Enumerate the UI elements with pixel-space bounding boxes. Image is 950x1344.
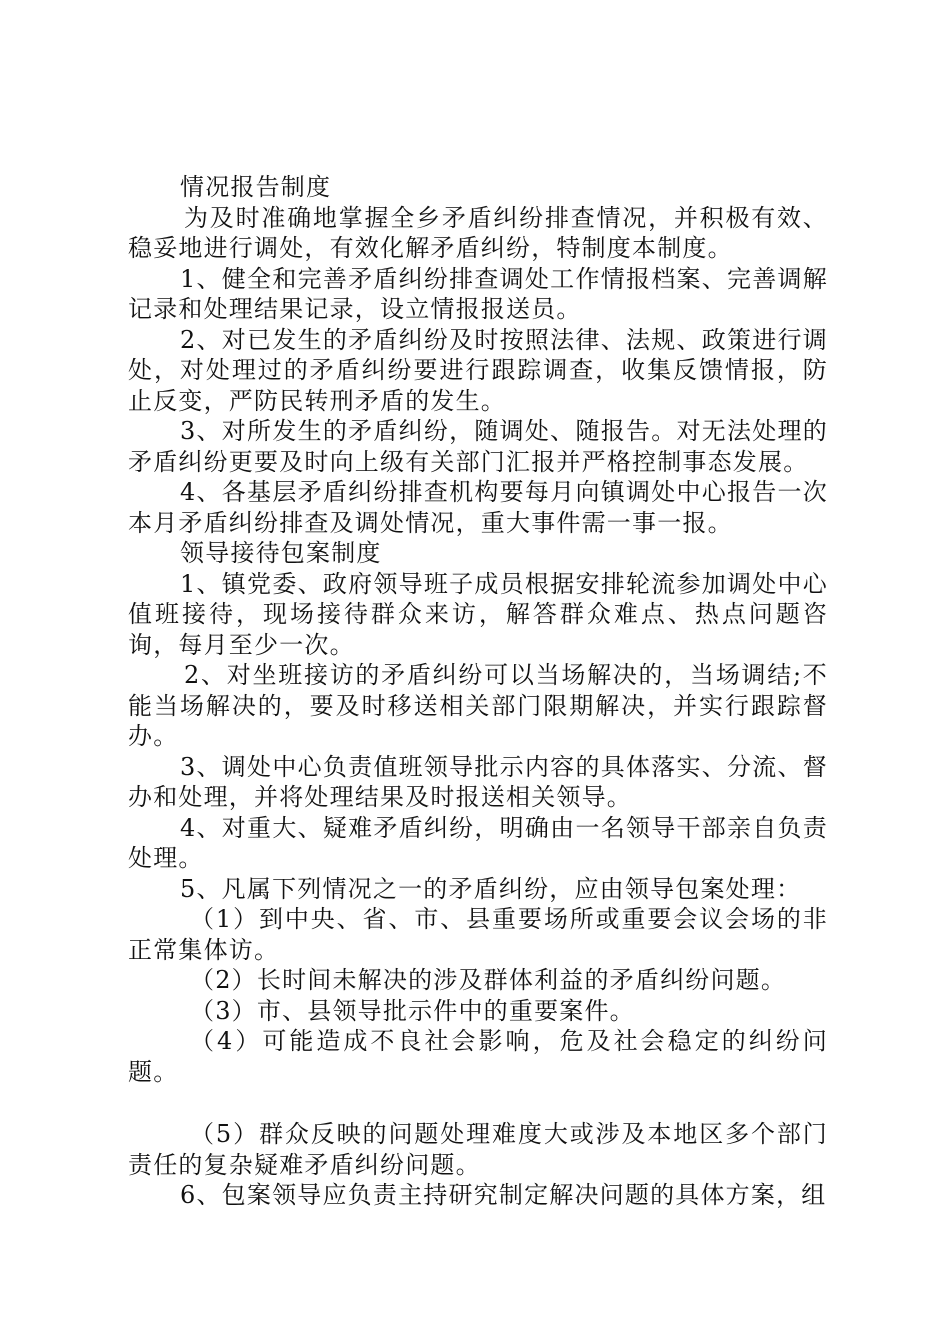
paragraph-subitem-3: （3）市、县领导批示件中的重要案件。 <box>190 996 635 1025</box>
paragraph-reception-item-4: 4、对重大、疑难矛盾纠纷，明确由一名领导干部亲自负责处理。 <box>128 813 828 872</box>
paragraph-report-item-3: 3、对所发生的矛盾纠纷，随调处、随报告。对无法处理的矛盾纠纷更要及时向上级有关部门汇报并严格控制事态发展。 <box>128 417 828 476</box>
paragraph-subitem-4: （4）可能造成不良社会影响，危及社会稳定的纠纷问题。 <box>128 1027 828 1086</box>
paragraph-reception-item-1: 1、镇党委、政府领导班子成员根据安排轮流参加调处中心值班接待，现场接待群众来访，解答群众难点、热点问题咨询，每月至少一次。 <box>128 569 828 659</box>
paragraph-subitem-2: （2）长时间未解决的涉及群体利益的矛盾纠纷问题。 <box>190 966 787 994</box>
section-heading-report: 情况报告制度 <box>180 173 332 201</box>
document-body <box>128 172 828 1211</box>
blank-line <box>128 1087 828 1119</box>
paragraph-subitem-1: （1）到中央、省、市、县重要场所或重要会议会场的非正常集体访。 <box>128 905 828 964</box>
paragraph-intro: 为及时准确地掌握全乡矛盾纠纷排查情况，并积极有效、稳妥地进行调处，有效化解矛盾纠纷，特制度本制度。 <box>128 203 828 262</box>
paragraph-reception-item-2: 2、对坐班接访的矛盾纠纷可以当场解决的，当场调结;不能当场解决的，要及时移送相关部门限期解决，并实行跟踪督办。 <box>128 661 828 750</box>
paragraph-report-item-4: 4、各基层矛盾纠纷排查机构要每月向镇调处中心报告一次本月矛盾纠纷排查及调处情况，重大事件需一事一报。 <box>128 478 828 537</box>
paragraph-reception-item-3: 3、调处中心负责值班领导批示内容的具体落实、分流、督办和处理，并将处理结果及时报送相关领导。 <box>128 752 828 811</box>
paragraph-report-item-1: 1、健全和完善矛盾纠纷排查调处工作情报档案、完善调解记录和处理结果记录，设立情报报送员。 <box>128 264 828 323</box>
paragraph-reception-item-6: 6、包案领导应负责主持研究制定解决问题的具体方案，组 <box>180 1181 827 1209</box>
paragraph-report-item-2: 2、对已发生的矛盾纠纷及时按照法律、法规、政策进行调处，对处理过的矛盾纠纷要进行跟踪调查，收集反馈情报，防止反变，严防民转刑矛盾的发生。 <box>128 325 828 415</box>
section-heading-reception: 领导接待包案制度 <box>180 539 382 567</box>
paragraph-subitem-5: （5）群众反映的问题处理难度大或涉及本地区多个部门责任的复杂疑难矛盾纠纷问题。 <box>128 1120 828 1179</box>
paragraph-reception-item-5: 5、凡属下列情况之一的矛盾纠纷，应由领导包案处理： <box>180 874 802 903</box>
